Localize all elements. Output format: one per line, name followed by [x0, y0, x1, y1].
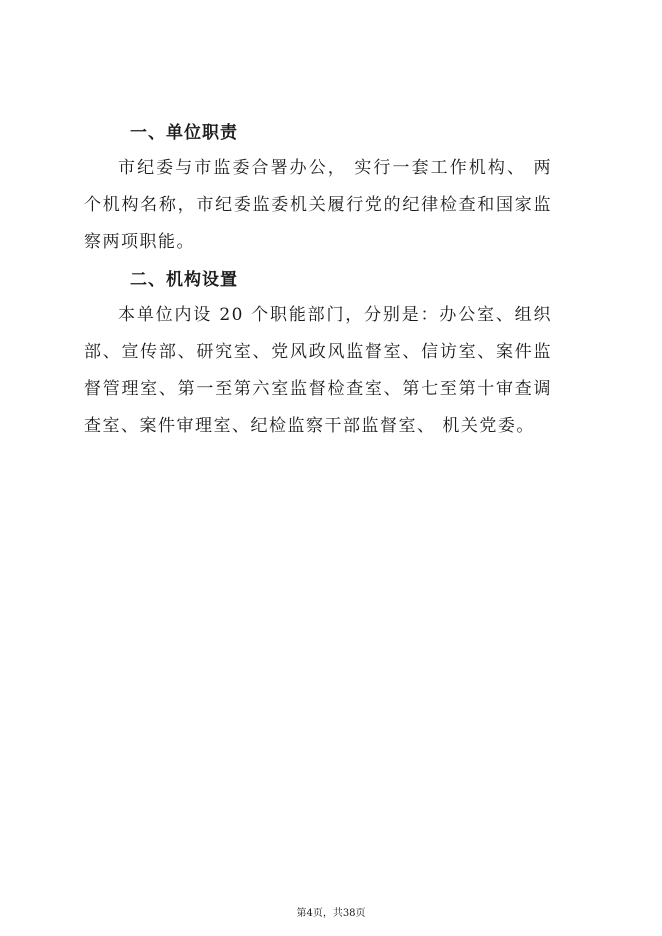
section-heading-unit-duties: 一、单位职责 [130, 123, 238, 143]
section-paragraph-organization: 本单位内设 20 个职能部门，分别是：办公室、组织部、宣传部、研究室、党风政风监督室、信访室、案件监督管理室、第一至第六室监督检查室、第七至第十审查调查室、案件审理室、纪检监察干部监督室、 机关党委。 [84, 305, 552, 436]
page-number-footer: 第4页，共38页 [296, 908, 366, 919]
section-paragraph-unit-duties: 市纪委与市监委合署办公， 实行一套工作机构、 两个机构名称，市纪委监委机关履行党的纪律检查和国家监察两项职能。 [84, 158, 552, 252]
section-heading-organization: 二、机构设置 [130, 270, 238, 290]
document-body [84, 120, 552, 445]
